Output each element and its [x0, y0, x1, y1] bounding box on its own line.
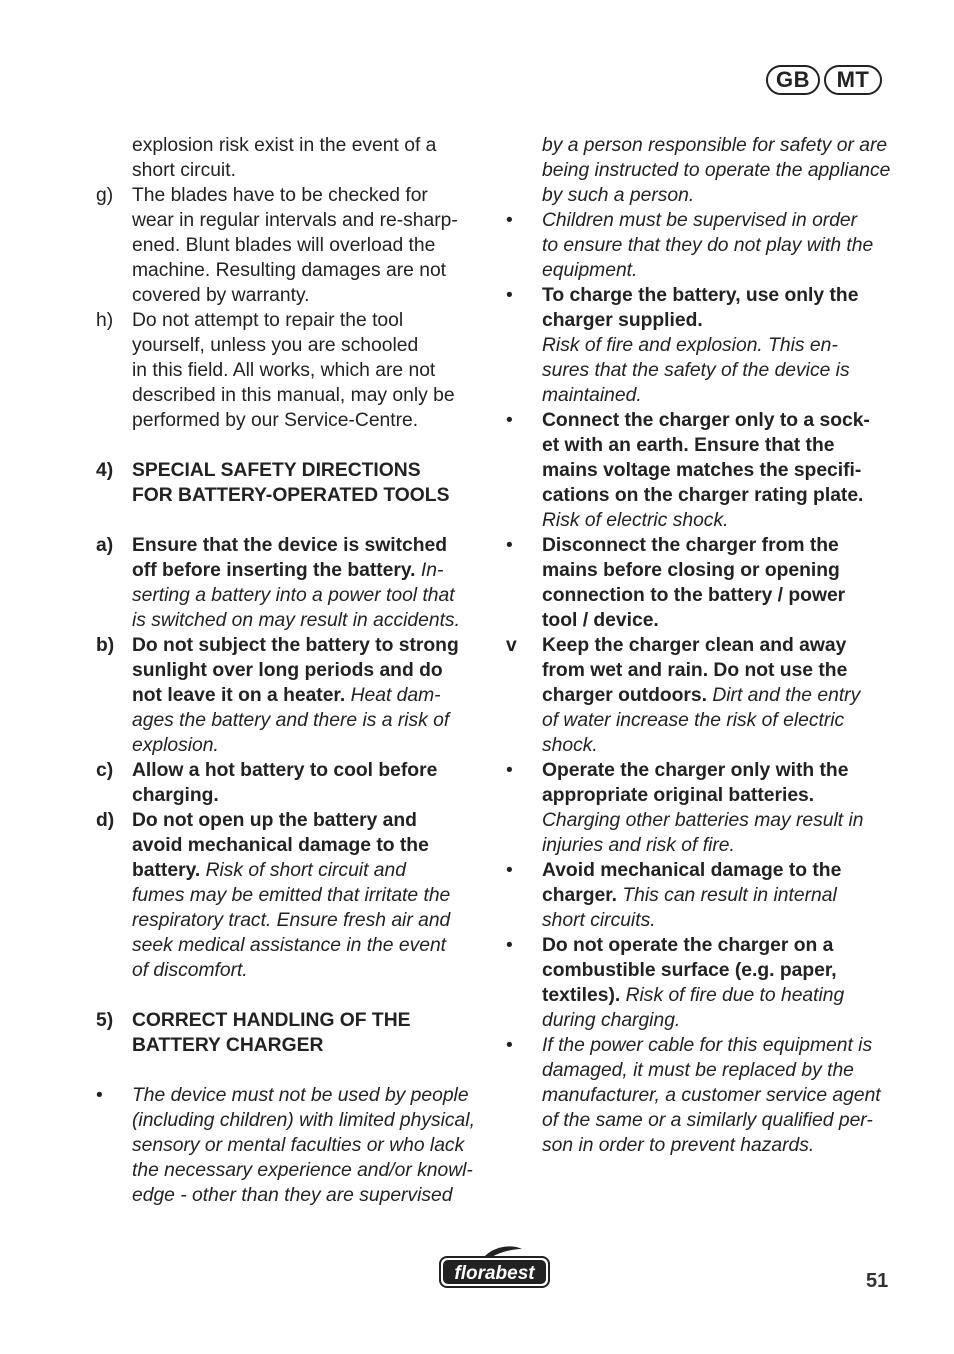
list-item: [506, 283, 898, 408]
item-bold-text: Operate the charger only with the appropriate original batteries.: [542, 760, 849, 806]
logo-text: florabest: [454, 1263, 535, 1284]
bullet-marker: •: [506, 1035, 513, 1056]
item-text: explosion risk exist in the event of a short circuit.: [132, 135, 437, 181]
item-text: The blades have to be checked for wear in regular intervals and re-sharp- ened. Blunt blades will overload the machine. Resulting damages are not covered by warranty.: [132, 185, 458, 306]
item-italic-text: Dirt and the entry of water increase the risk of electric shock.: [542, 685, 861, 756]
section-title: SPECIAL SAFETY DIRECTIONS FOR BATTERY-OPERATED TOOLS: [132, 460, 450, 506]
list-item: [506, 633, 898, 758]
item-bold-text: To charge the battery, use only the charger supplied.: [542, 285, 859, 331]
list-item: [96, 633, 486, 758]
section-number: 5): [96, 1010, 114, 1031]
item-marker: c): [96, 760, 114, 781]
item-marker: d): [96, 810, 115, 831]
list-item: [506, 1033, 898, 1158]
list-item: [96, 1083, 486, 1208]
item-italic-text: This can result in internal short circuits.: [542, 885, 837, 931]
list-item: [96, 133, 486, 183]
item-italic-text: Children must be supervised in order to ensure that they do not play with the equipment.: [542, 210, 874, 281]
item-marker: v: [506, 635, 517, 656]
item-bold-text: Do not subject the battery to strong sunlight over long periods and do not leave it on a heater.: [132, 635, 459, 706]
item-bold-text: Keep the charger clean and away from wet and rain. Do not use the charger outdoors.: [542, 635, 848, 706]
item-italic-text: by a person responsible for safety or are being instructed to operate the appliance by such a person.: [542, 135, 891, 206]
section-number: 4): [96, 460, 114, 481]
item-italic-text: If the power cable for this equipment is damaged, it must be replaced by the manufacturer, a customer service agent of the same or a similarly qualified per- son in order to prevent hazards.: [542, 1035, 881, 1156]
list-item: [506, 208, 898, 283]
list-item: [506, 533, 898, 633]
section-title: CORRECT HANDLING OF THE BATTERY CHARGER: [132, 1010, 411, 1056]
page-number: 51: [866, 1270, 889, 1292]
badge-mt: MT: [824, 65, 882, 95]
item-italic-text: Risk of short circuit and fumes may be emitted that irritate the respiratory tract. Ensure fresh air and seek medical assistance in the event of discomfort.: [132, 860, 451, 981]
section-heading: [96, 458, 486, 508]
item-bold-text: Connect the charger only to a sock- et with an earth. Ensure that the mains voltage matches the specifi- cations on the charger rating plate.: [542, 410, 870, 506]
item-italic-text: In- serting a battery into a power tool that is switched on may result in accidents.: [132, 560, 460, 631]
item-bold-text: Do not operate the charger on a combustible surface (e.g. paper, textiles).: [542, 935, 837, 1006]
right-column: [506, 133, 898, 1158]
item-marker: h): [96, 310, 114, 331]
bullet-marker: •: [506, 860, 513, 881]
list-item: [96, 183, 486, 308]
list-item: [506, 933, 898, 1033]
item-bold-text: Avoid mechanical damage to the charger.: [542, 860, 842, 906]
item-bold-text: Allow a hot battery to cool before charging.: [132, 760, 438, 806]
bullet-marker: •: [506, 535, 513, 556]
bullet-marker: •: [506, 410, 513, 431]
item-italic-text: Charging other batteries may result in injuries and risk of fire.: [542, 810, 864, 856]
item-bold-text: Ensure that the device is switched off before inserting the battery.: [132, 535, 448, 581]
florabest-logo: [438, 1244, 552, 1290]
bullet-marker: •: [506, 285, 513, 306]
item-marker: g): [96, 185, 114, 206]
item-marker: b): [96, 635, 115, 656]
list-item: [96, 808, 486, 983]
item-italic-text: Risk of fire and explosion. This en- sures that the safety of the device is maintained.: [542, 335, 850, 406]
badge-gb: GB: [766, 65, 820, 95]
list-item: [96, 308, 486, 433]
bullet-marker: •: [506, 760, 513, 781]
item-italic-text: Risk of fire due to heating during charging.: [542, 985, 845, 1031]
list-item: [506, 858, 898, 933]
item-italic-text: Risk of electric shock.: [542, 510, 729, 531]
language-badges: [766, 65, 882, 95]
list-item: [506, 408, 898, 533]
item-bold-text: Disconnect the charger from the mains before closing or opening connection to the battery / power tool / device.: [542, 535, 846, 631]
item-italic-text: Heat dam- ages the battery and there is a risk of explosion.: [132, 685, 450, 756]
bullet-marker: •: [506, 210, 513, 231]
left-column: [96, 133, 486, 1208]
item-italic-text: The device must not be used by people (including children) with limited physical, sensory or mental faculties or who lack the necessary experience and/or knowl- edge - other than they are supervised: [132, 1085, 475, 1206]
list-item: [96, 758, 486, 808]
section-heading: [96, 1008, 486, 1058]
item-text: Do not attempt to repair the tool yourself, unless you are schooled in this field. All works, which are not described in this manual, may only be performed by our Service-Centre.: [132, 310, 455, 431]
list-item: [96, 533, 486, 633]
bullet-marker: •: [506, 935, 513, 956]
item-bold-text: Do not open up the battery and avoid mechanical damage to the battery.: [132, 810, 429, 881]
list-item: [506, 758, 898, 858]
item-marker: a): [96, 535, 114, 556]
bullet-marker: •: [96, 1085, 103, 1106]
list-item: [506, 133, 898, 208]
